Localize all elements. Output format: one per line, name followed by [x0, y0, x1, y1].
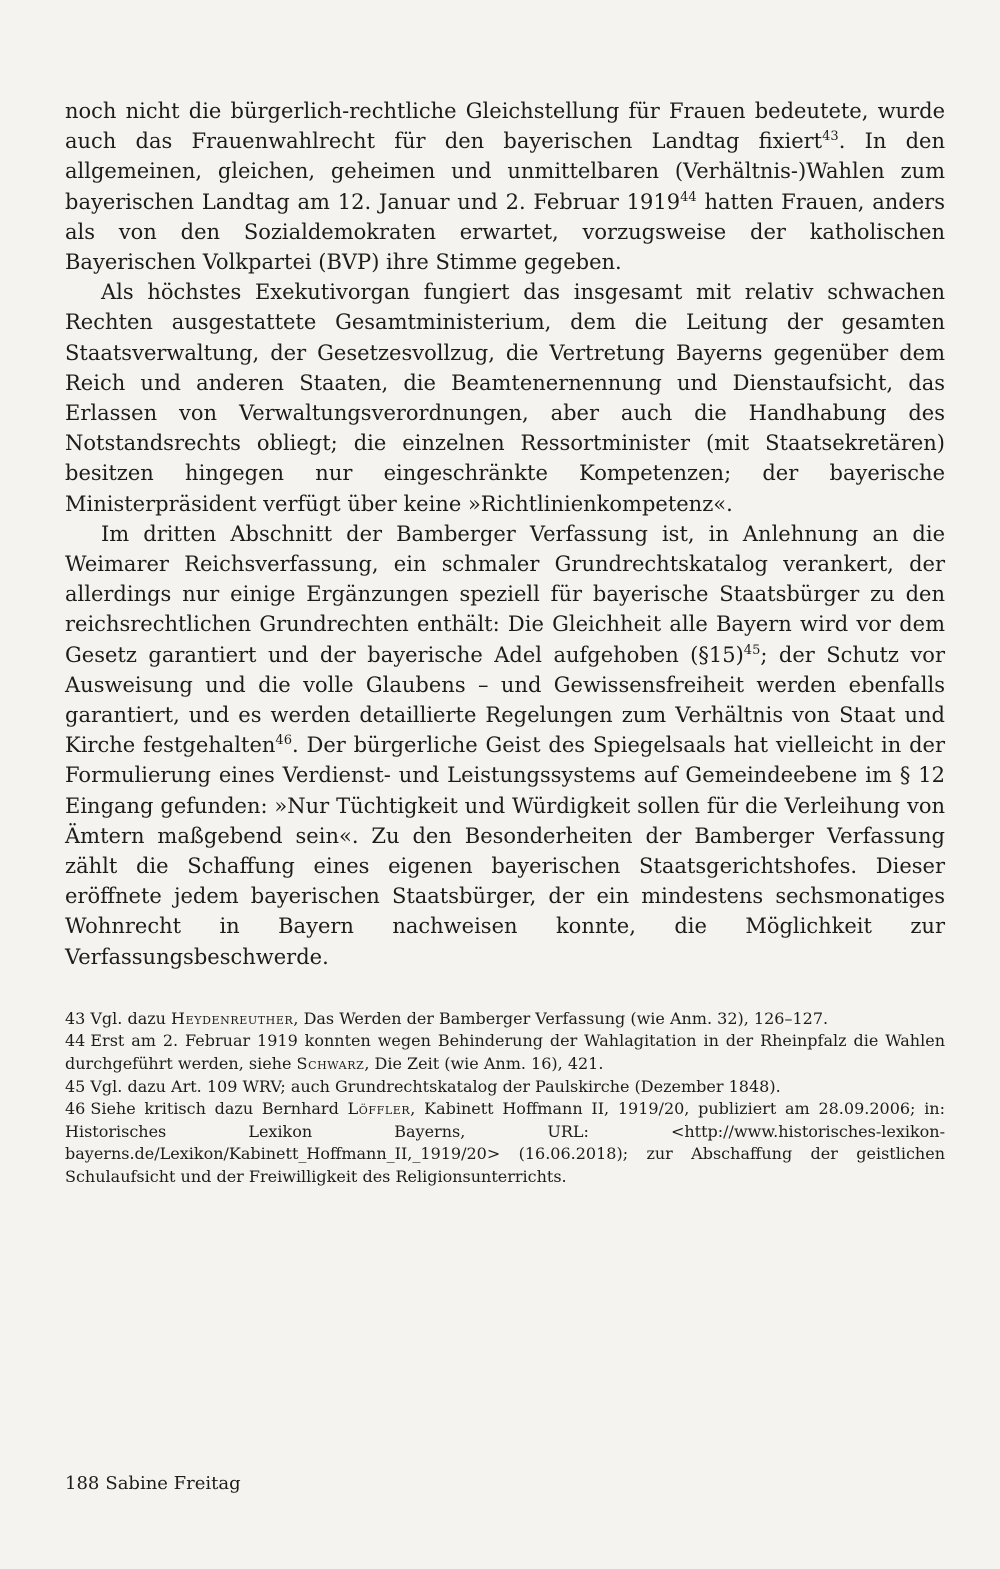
footnote-number: 45	[65, 1076, 86, 1096]
footnote-ref: 46	[275, 733, 292, 749]
page-footer	[65, 1473, 241, 1494]
footnote-ref: 44	[680, 189, 697, 205]
footnote: 43 Vgl. dazu Heydenreuther, Das Werden der Bamberger Verfassung (wie Anm. 32), 126–127.	[65, 1008, 829, 1028]
page-content	[65, 96, 945, 1189]
footnote: 44 Erst am 2. Februar 1919 konnten wegen Behinderung der Wahlagitation in der Rheinpfalz die Wahlen durchgeführt werden, siehe Schwarz, Die Zeit (wie Anm. 16), 421.	[65, 1031, 945, 1074]
footnotes	[65, 1008, 945, 1189]
paragraph: Im dritten Abschnitt der Bamberger Verfassung ist, in Anlehnung an die Weimarer Reichsverfassung, ein schmaler Grundrechtskatalog verankert, der allerdings nur einige Ergänzungen speziell für bayerische Staatsbürger zu den reichsrechtlichen Grundrechten enthält: Die Gleichheit alle Bayern wird vor dem Gesetz garantiert und der bayerische Adel aufgehoben (§15)$^{45}$; der Schutz vor Ausweisung und die volle Glaubens – und Gewissensfreiheit werden ebenfalls garantiert, und es werden detaillierte Regelungen zum Verhältnis von Staat und Kirche festgehalten$^{46}$. Der bürgerliche Geist des Spiegelsaals hat vielleicht in der Formulierung eines Verdienst- und Leistungssystems auf Gemeindeebene im § 12 Eingang gefunden: »Nur Tüchtigkeit und Würdigkeit sollen für die Verleihung von Ämtern maßgebend sein«. Zu den Besonderheiten der Bamberger Verfassung zählt die Schaffung eines eigenen bayerischen Staatsgerichtshofes. Dieser eröffnete jedem bayerischen Staatsbürger, der ein mindestens sechsmonatiges Wohnrecht in Bayern nachweisen konnte, die Möglichkeit zur Verfassungsbeschwerde.	[65, 521, 945, 969]
footnote: 45 Vgl. dazu Art. 109 WRV; auch Grundrechtskatalog der Paulskirche (Dezember 1848).	[65, 1076, 781, 1096]
paragraph: noch nicht die bürgerlich-rechtliche Gleichstellung für Frauen bedeutete, wurde auch das Frauenwahlrecht für den bayerischen Landtag fixiert$^{43}$. In den allgemeinen, gleichen, geheimen und unmittelbaren (Verhältnis-)Wahlen zum bayerischen Landtag am 12. Januar und 2. Februar 1919$^{44}$ hatten Frauen, anders als von den Sozialdemokraten erwartet, vorzugsweise der katholischen Bayerischen Volkpartei (BVP) ihre Stimme gegeben.	[65, 99, 945, 275]
running-footer-author: Sabine Freitag	[105, 1473, 241, 1494]
author-name: Schwarz	[296, 1054, 365, 1074]
footnote-number: 44	[65, 1031, 86, 1051]
footnote: 46 Siehe kritisch dazu Bernhard Löffler, Kabinett Hoffmann II, 1919/20, publiziert am 28.09.2006; in: Historisches Lexikon Bayerns, URL: <http://www.historisches-lexikon-bayerns.de/Lexikon/Kabinett_Hoffmann_II,_1919/20> (16.06.2018); zur Abschaffung der geistlichen Schulaufsicht und der Freiwilligkeit des Religionsunterrichts.	[65, 1099, 945, 1187]
footnote-ref: 43	[822, 129, 839, 145]
body-text	[65, 96, 945, 972]
author-name: Heydenreuther	[171, 1008, 294, 1028]
paragraph: Als höchstes Exekutivorgan fungiert das insgesamt mit relativ schwachen Rechten ausgestattete Gesamtministerium, dem die Leitung der gesamten Staatsverwaltung, der Gesetzesvollzug, die Vertretung Bayerns gegenüber dem Reich und anderen Staaten, die Beamtenernennung und Dienstaufsicht, das Erlassen von Verwaltungsverordnungen, aber auch die Handhabung des Notstandsrechts obliegt; die einzelnen Ressortminister (mit Staatsekretären) besitzen hingegen nur eingeschränkte Kompetenzen; der bayerische Ministerpräsident verfügt über keine »Richtlinienkompetenz«.	[65, 280, 945, 516]
footnote-ref: 45	[743, 642, 761, 658]
footnote-number: 43	[65, 1008, 86, 1028]
footnote-number: 46	[65, 1099, 86, 1119]
author-name: Löffler	[347, 1099, 411, 1119]
page-number: 188	[65, 1473, 100, 1494]
